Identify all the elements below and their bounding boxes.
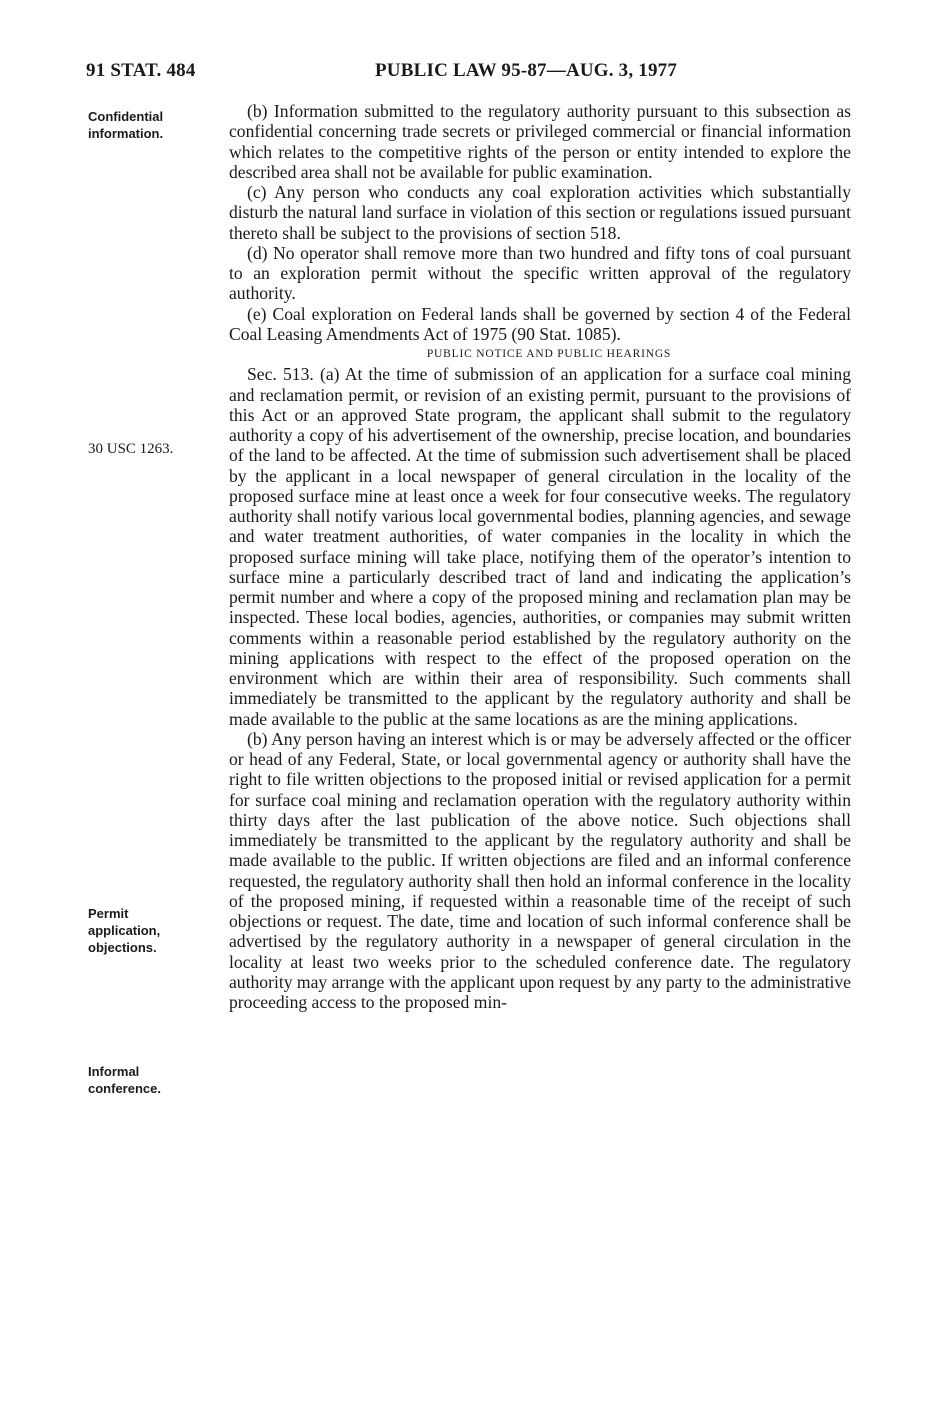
page-number: 91 STAT. 484 xyxy=(86,60,196,81)
margin-note-permit-objections: Permit application, objections. xyxy=(88,906,161,955)
section-513-b: (b) Any person having an interest which is or may be adversely affected or the officer or head of any Federal, State, or local governmental agency or authority shall have the right to file written objections to the proposed initial or revised application for a permit for surface coal mining and reclamation operation with the regulatory authority within thirty days after the last publication of the above notice. Such objections shall immediately be transmitted to the applicant by the regulatory authority and shall be made available to the public. If written objections are filed and an informal conference requested, the regulatory authority shall then hold an informal conference in the locality of the proposed mining, if requested within a reasonable time of the receipt of such objections or request. The date, time and location of such informal conference shall be advertised by the regulatory authority in a newspaper of general circulation in the locality at least two weeks prior to the scheduled conference date. The regulatory authority may arrange with the applicant upon request by any party to the administrative proceeding access to the proposed min- xyxy=(229,728,851,1012)
paragraph-b-confidential: (b) Information submitted to the regulatory authority pursuant to this subsection as confidential concerning trade secrets or privileged commercial or financial information which relates to the competitive rights of the person or entity intended to explore the described area shall not be available for public examination. xyxy=(229,101,851,182)
running-head: PUBLIC LAW 95-87—AUG. 3, 1977 xyxy=(375,60,678,81)
paragraph-d-tonnage-limit: (d) No operator shall remove more than two hundred and fifty tons of coal pursuant to an exploration permit without the specific written approval of the regulatory authority. xyxy=(229,242,851,304)
margin-note-confidential: Confidential information. xyxy=(88,109,164,141)
statute-body xyxy=(229,101,851,1012)
paragraph-e-federal-lands: (e) Coal exploration on Federal lands shall be governed by section 4 of the Federal Coal Leasing Amendments Act of 1975 (90 Stat. 1085). xyxy=(229,303,851,344)
margin-note-usc-citation: 30 USC 1263. xyxy=(88,441,174,457)
section-heading: PUBLIC NOTICE AND PUBLIC HEARINGS xyxy=(426,348,672,360)
paragraph-c-violations: (c) Any person who conducts any coal exploration activities which substantially disturb the natural land surface in violation of this section or regulations issued pursuant thereto shall be subject to the provisions of section 518. xyxy=(229,182,851,243)
section-513-a: Sec. 513. (a) At the time of submission of an application for a surface coal mining and reclamation permit, or revision of an existing permit, pursuant to the provisions of this Act or an approved State program, the applicant shall submit to the regulatory authority a copy of his advertisement of the ownership, precise location, and boundaries of the land to be affected. At the time of submission such advertisement shall be placed by the applicant in a local newspaper of general circulation in the locality of the proposed surface mine at least once a week for four consecutive weeks. The regulatory authority shall notify various local governmental bodies, planning agencies, and sewage and water treatment authorities, of water companies in the locality in which the proposed surface mining will take place, notifying them of the operator’s intention to surface mine a particularly described tract of land and indicating the application’s permit number and where a copy of the proposed mining and reclamation plan may be inspected. These local bodies, agencies, authorities, or companies may submit written comments within a reasonable period established by the regulatory authority on the mining applications with respect to the effect of the proposed operation on the environment which are within their area of responsibility. Such comments shall immediately be transmitted to the applicant by the regulatory authority and shall be made available to the public at the same locations as are the mining applications. xyxy=(229,364,851,729)
margin-note-informal-conference: Informal conference. xyxy=(88,1064,161,1096)
